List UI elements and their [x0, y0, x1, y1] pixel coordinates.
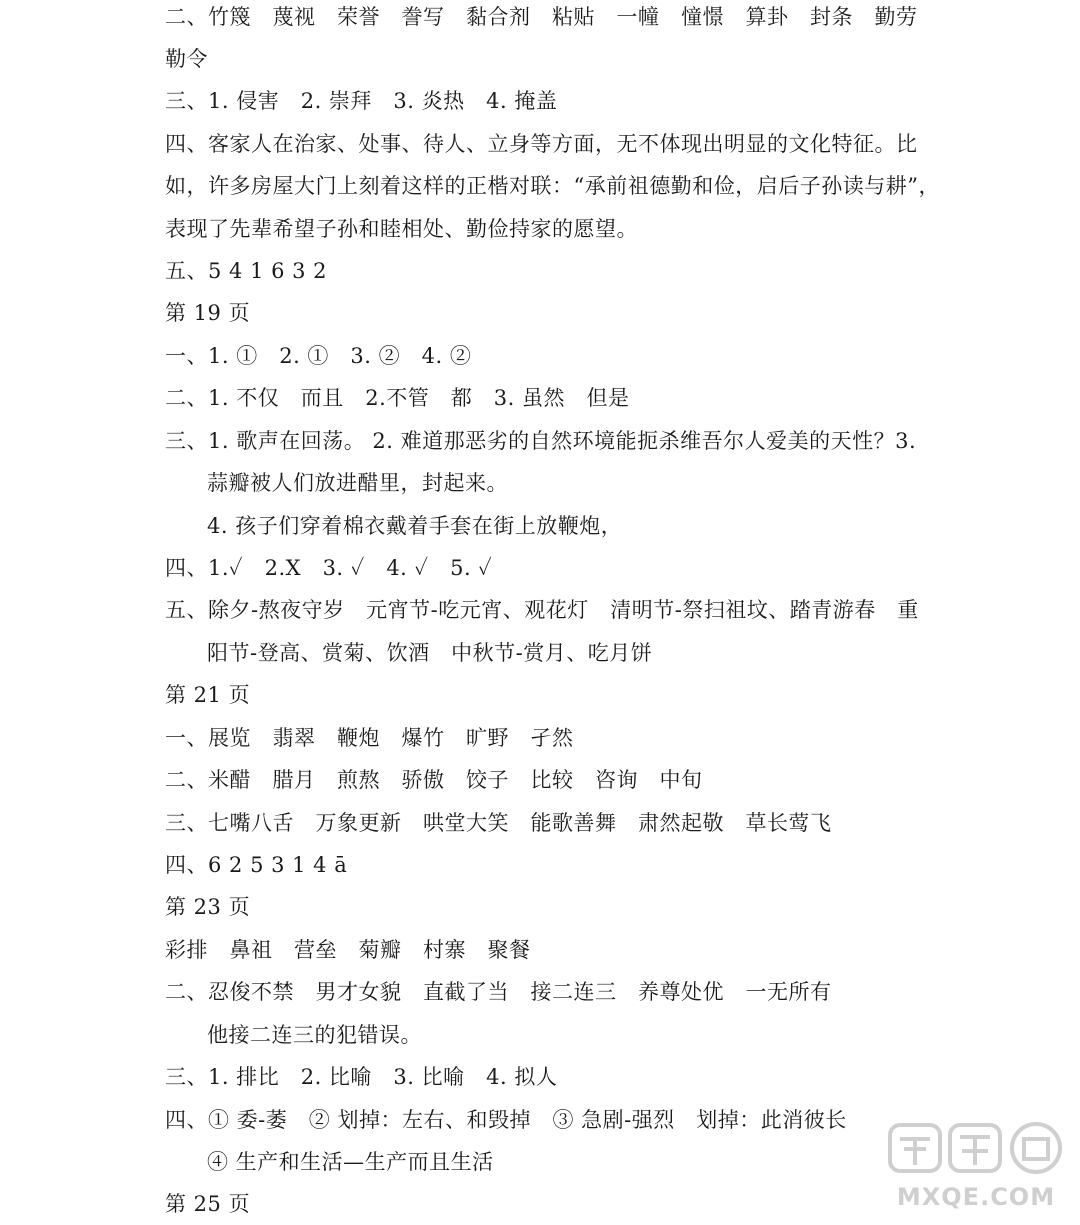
- text-line: 五、5 4 1 6 3 2: [165, 259, 328, 283]
- text-line: 四、1.✓ 2.X 3. ✓ 4. ✓ 5. ✓: [165, 556, 493, 580]
- text-line: 二、忍俊不禁 男才女貌 直截了当 接二连三 养尊处优 一无所有: [165, 980, 832, 1004]
- text-line: 他接二连三的犯错误。: [207, 1023, 422, 1047]
- text-line: 三、1. 侵害 2. 崇拜 3. 炎热 4. 掩盖: [165, 89, 558, 113]
- text-line: 三、七嘴八舌 万象更新 哄堂大笑 能歌善舞 肃然起敬 草长莺飞: [165, 811, 832, 835]
- text-line: 四、6 2 5 3 1 4 ā: [165, 853, 348, 877]
- site-watermark: [886, 1119, 1066, 1211]
- text-line: ④ 生产和生活—生产而且生活: [207, 1150, 494, 1174]
- text-line: 二、1. 不仅 而且 2.不管 都 3. 虽然 但是: [165, 386, 630, 410]
- text-line: 五、除夕-熬夜守岁 元宵节-吃元宵、观花灯 清明节-祭扫祖坟、踏青游春 重: [165, 598, 919, 622]
- page-heading: 第 19 页: [165, 301, 251, 325]
- text-line: 表现了先辈希望子孙和睦相处、勤俭持家的愿望。: [165, 217, 638, 241]
- text-line: 一、展览 翡翠 鞭炮 爆竹 旷野 孑然: [165, 726, 574, 750]
- text-line: 阳节-登高、赏菊、饮酒 中秋节-赏月、吃月饼: [207, 641, 653, 665]
- text-line: 四、① 委-萎 ② 划掉：左右、和毁掉 ③ 急剧-强烈 划掉：此消彼长: [165, 1108, 847, 1132]
- watermark-logo-icon: [886, 1119, 1066, 1177]
- page-heading: 第 21 页: [165, 683, 251, 707]
- text-line: 蒜瓣被人们放进醋里，封起来。: [207, 471, 508, 495]
- watermark-url: MXQE.COM: [896, 1183, 1056, 1211]
- text-line: 三、1. 歌声在回荡。 2. 难道那恶劣的自然环境能扼杀维吾尔人爱美的天性？3.: [165, 429, 917, 453]
- text-line: 勒令: [165, 47, 208, 71]
- text-line: 4. 孩子们穿着棉衣戴着手套在街上放鞭炮，: [207, 514, 623, 538]
- text-line: 如，许多房屋大门上刻着这样的正楷对联：“承前祖德勤和俭，启后子孙读与耕”，: [165, 174, 940, 198]
- text-line: 二、米醋 腊月 煎熬 骄傲 饺子 比较 咨询 中旬: [165, 768, 703, 792]
- text-line: 一、1. ① 2. ① 3. ② 4. ②: [165, 344, 472, 368]
- text-line: 彩排 鼻祖 营垒 菊瓣 村寨 聚餐: [165, 938, 531, 962]
- page-heading: 第 25 页: [165, 1192, 251, 1216]
- page-heading: 第 23 页: [165, 895, 251, 919]
- text-line: 二、竹篾 蔑视 荣誉 誊写 黏合剂 粘贴 一幢 憧憬 算卦 封条 勤劳: [165, 5, 918, 29]
- text-line: 四、客家人在治家、处事、待人、立身等方面，无不体现出明显的文化特征。比: [165, 132, 918, 156]
- text-line: 三、1. 排比 2. 比喻 3. 比喻 4. 拟人: [165, 1065, 558, 1089]
